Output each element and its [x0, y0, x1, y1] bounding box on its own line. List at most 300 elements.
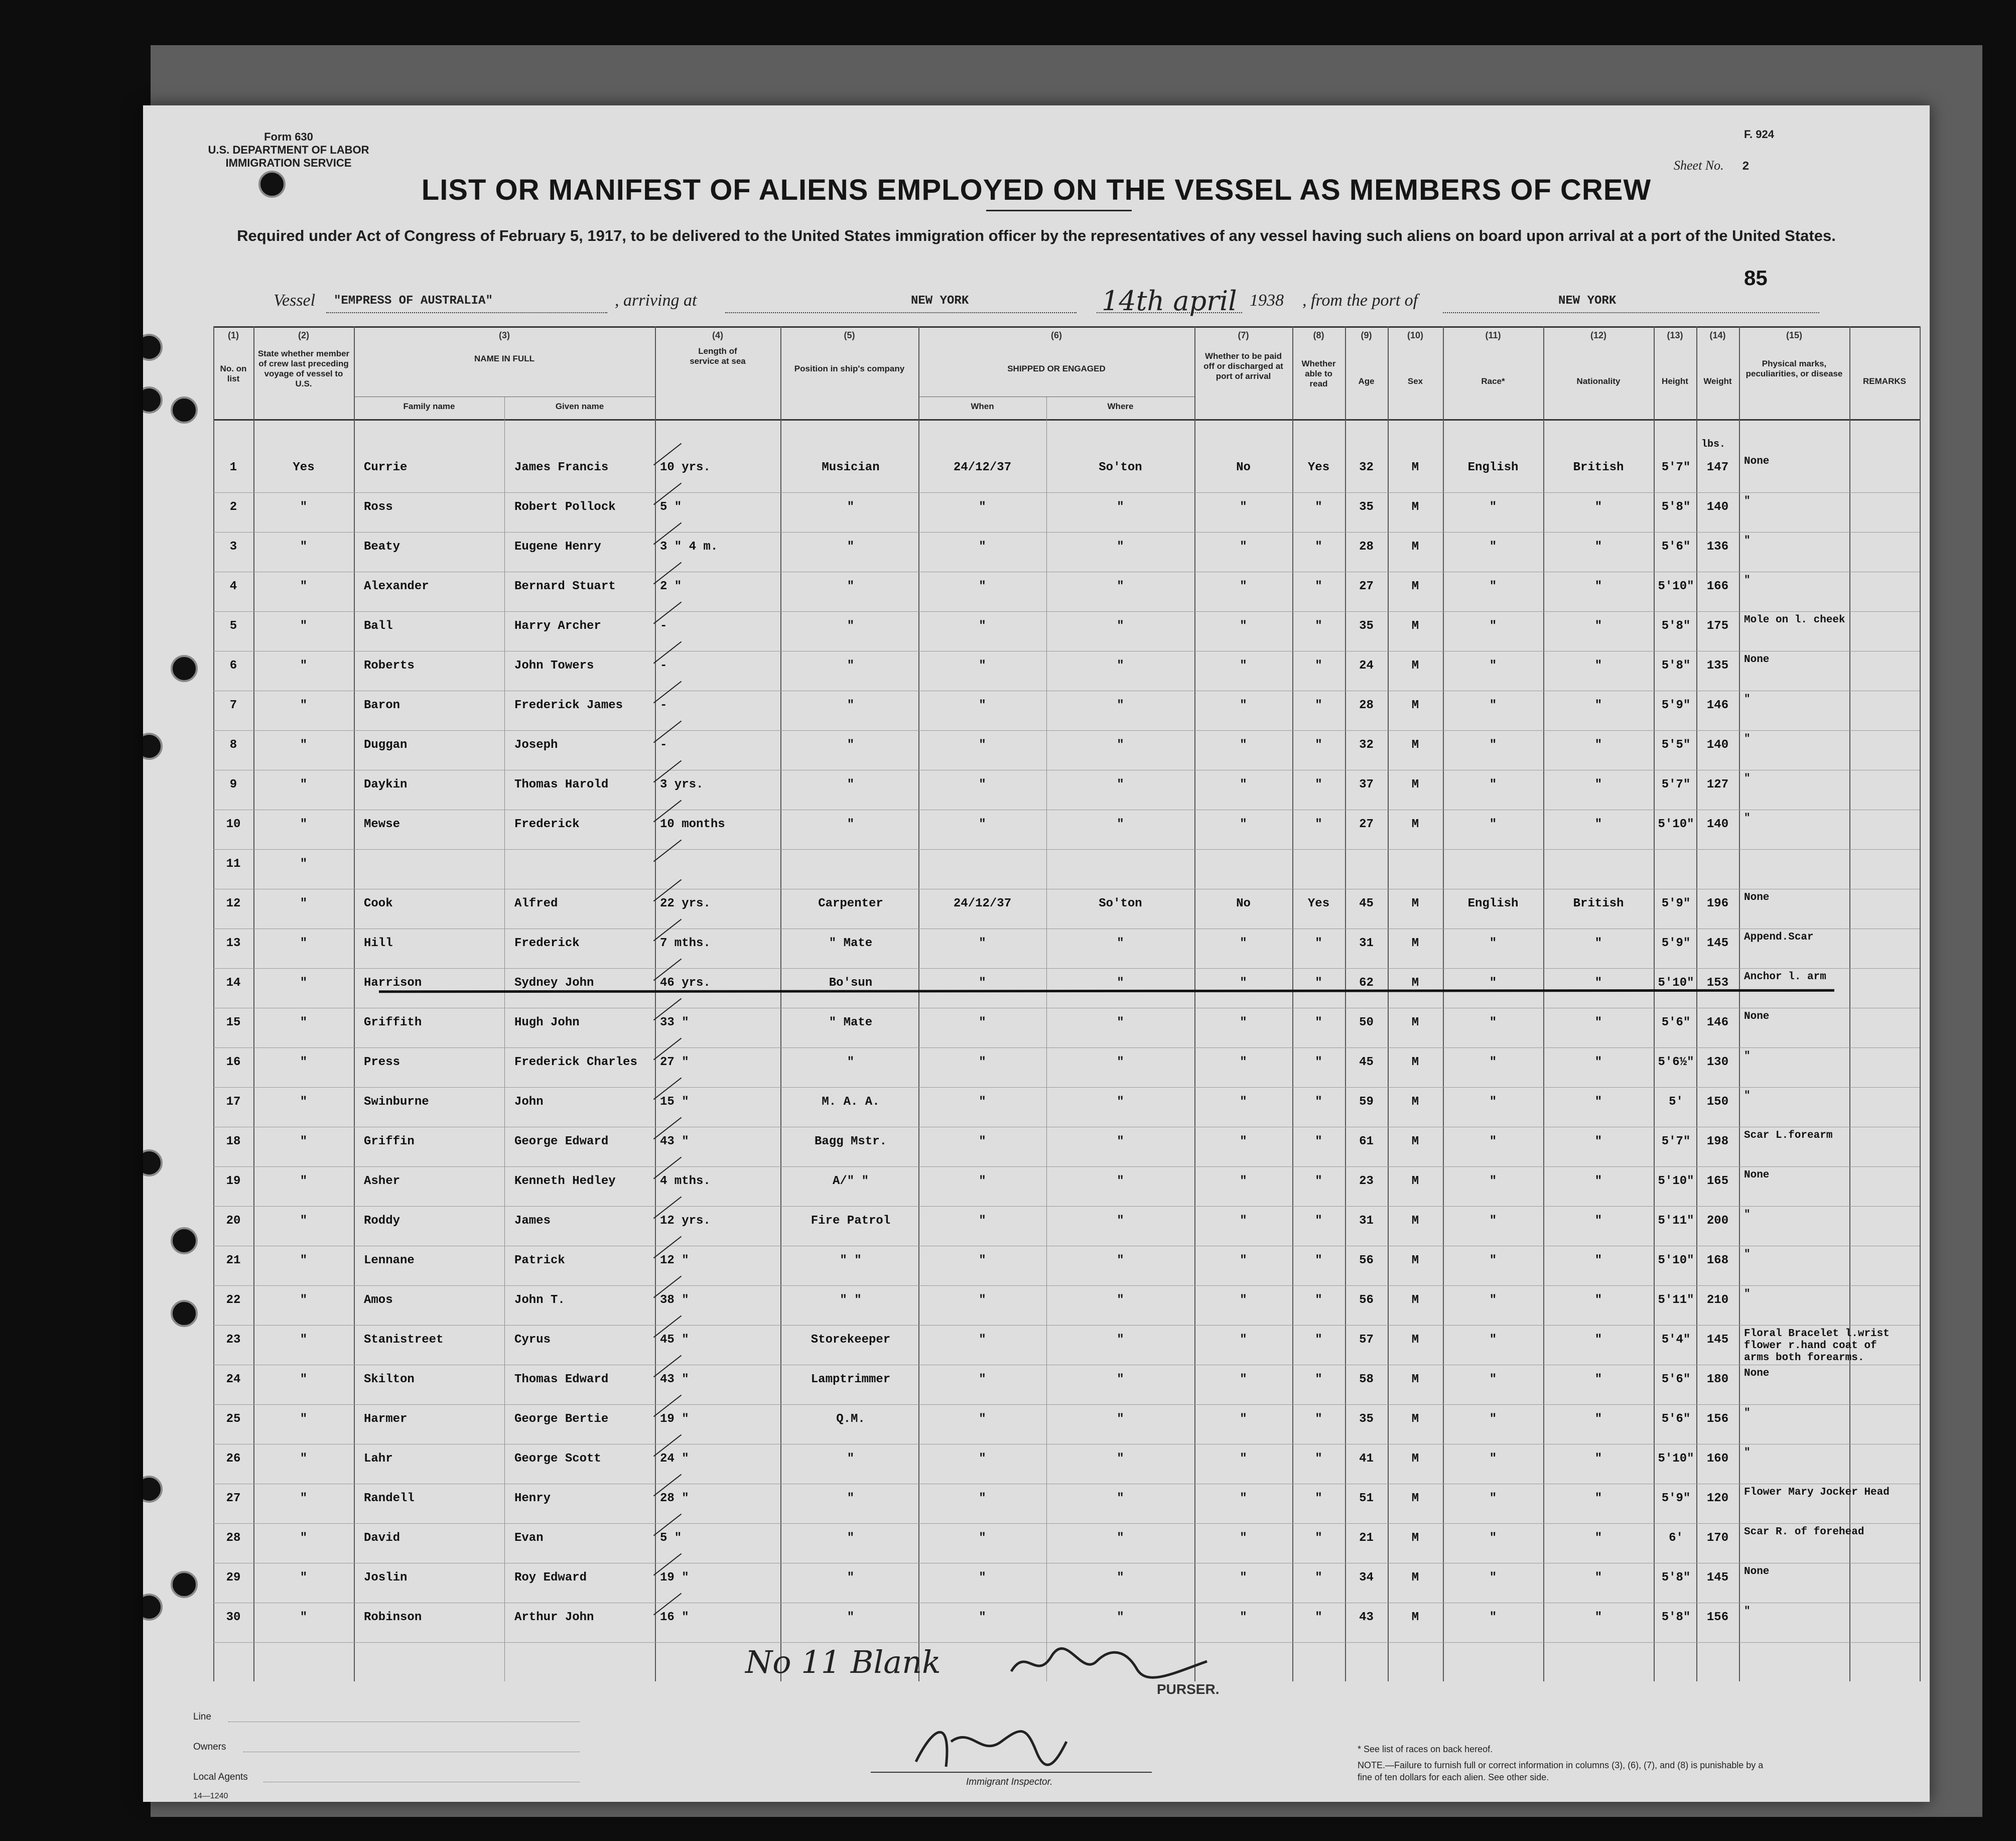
- cell-race: ": [1489, 580, 1497, 593]
- cell-family-name: Asher: [364, 1174, 400, 1188]
- cell-weight: 156: [1706, 1412, 1729, 1426]
- cell-given-name: Alfred: [514, 897, 558, 910]
- cell-sex: M: [1411, 1254, 1419, 1267]
- cell-weight: 146: [1706, 699, 1729, 712]
- cell-position: Musician: [822, 461, 880, 474]
- cell-when: ": [979, 1452, 986, 1466]
- cell-height: 5'6½": [1658, 1056, 1694, 1069]
- cell-marks: ": [1744, 1090, 1751, 1102]
- cell-no: 29: [226, 1571, 241, 1585]
- line-label: Line: [193, 1712, 211, 1722]
- cell-no: 4: [229, 580, 237, 593]
- cell-nationality: ": [1594, 1135, 1602, 1148]
- cell-service: 38 ": [660, 1293, 689, 1307]
- cell-paid-off: ": [1240, 699, 1247, 712]
- table-row: [213, 615, 1920, 655]
- cell-nationality: ": [1594, 1056, 1602, 1069]
- cell-sex: M: [1411, 976, 1419, 990]
- table-row: [213, 1170, 1920, 1210]
- cell-no: 12: [226, 897, 241, 910]
- col-header-name: NAME IN FULL: [474, 354, 534, 363]
- cell-when: ": [979, 1333, 986, 1347]
- cell-position: Fire Patrol: [811, 1214, 891, 1228]
- cell-when: ": [979, 1412, 986, 1426]
- cell-given-name: Frederick: [514, 937, 580, 950]
- cell-position: Carpenter: [818, 897, 883, 910]
- cell-given-name: Henry: [514, 1492, 551, 1505]
- cell-prev-voyage: ": [300, 1016, 308, 1029]
- cell-where: ": [1117, 937, 1124, 950]
- col-header-given-name: Given name: [555, 402, 604, 411]
- cell-read: ": [1315, 778, 1322, 792]
- table-row: [213, 933, 1920, 972]
- cell-given-name: John T.: [514, 1293, 565, 1307]
- binder-hole: [143, 733, 163, 760]
- cell-where: ": [1117, 619, 1124, 633]
- cell-weight: 145: [1706, 1571, 1729, 1585]
- cell-paid-off: ": [1240, 1095, 1247, 1109]
- cell-paid-off: ": [1240, 500, 1247, 514]
- cell-sex: M: [1411, 1174, 1419, 1188]
- cell-prev-voyage: ": [300, 580, 308, 593]
- cell-service: 5 ": [660, 500, 682, 514]
- cell-race: ": [1489, 1373, 1497, 1386]
- cell-sex: M: [1411, 1016, 1419, 1029]
- cell-no: 16: [226, 1056, 241, 1069]
- cell-height: 5'9": [1661, 1492, 1691, 1505]
- cell-paid-off: ": [1240, 1174, 1247, 1188]
- weight-unit: lbs.: [1701, 439, 1726, 450]
- cell-family-name: Roddy: [364, 1214, 400, 1228]
- cell-age: 34: [1359, 1571, 1374, 1585]
- from-port: NEW YORK: [1558, 294, 1617, 308]
- cell-marks: ": [1744, 535, 1751, 547]
- cell-age: 59: [1359, 1095, 1374, 1109]
- cell-when: ": [979, 1571, 986, 1585]
- cell-paid-off: ": [1240, 1333, 1247, 1347]
- col-number-7: (7): [1238, 330, 1249, 340]
- cell-read: ": [1315, 1254, 1322, 1267]
- cell-service: 16 ": [660, 1611, 689, 1624]
- cell-height: 5'8": [1661, 659, 1691, 673]
- binder-hole: [171, 1571, 198, 1598]
- cell-when: ": [979, 778, 986, 792]
- cell-weight: 127: [1706, 778, 1729, 792]
- row-rule: [213, 1047, 1920, 1048]
- cell-service: -: [660, 659, 667, 673]
- cell-sex: M: [1411, 699, 1419, 712]
- cell-prev-voyage: ": [300, 1214, 308, 1228]
- cell-marks: ": [1744, 1447, 1751, 1459]
- cell-sex: M: [1411, 580, 1419, 593]
- cell-race: ": [1489, 500, 1497, 514]
- table-row: [213, 1289, 1920, 1329]
- cell-when: ": [979, 976, 986, 990]
- cell-no: 30: [226, 1611, 241, 1624]
- cell-race: ": [1489, 1016, 1497, 1029]
- cell-prev-voyage: ": [300, 1531, 308, 1545]
- row-rule: [213, 532, 1920, 533]
- cell-prev-voyage: ": [300, 1611, 308, 1624]
- cell-no: 24: [226, 1373, 241, 1386]
- cell-given-name: Thomas Harold: [514, 778, 609, 792]
- cell-service: 45 ": [660, 1333, 689, 1347]
- cell-height: 5'7": [1661, 1135, 1691, 1148]
- cell-paid-off: ": [1240, 1293, 1247, 1307]
- cell-service: 19 ": [660, 1571, 689, 1585]
- binder-hole: [143, 334, 163, 361]
- cell-prev-voyage: ": [300, 659, 308, 673]
- cell-where: ": [1117, 818, 1124, 831]
- cell-position: ": [847, 738, 855, 752]
- cell-given-name: George Bertie: [514, 1412, 609, 1426]
- cell-race: ": [1489, 619, 1497, 633]
- table-row: [213, 576, 1920, 615]
- cell-position: ": [847, 500, 855, 514]
- cell-where: ": [1117, 1056, 1124, 1069]
- col-header-shipped: SHIPPED OR ENGAGED: [1007, 364, 1106, 373]
- cell-race: ": [1489, 699, 1497, 712]
- cell-family-name: David: [364, 1531, 400, 1545]
- cell-family-name: Amos: [364, 1293, 393, 1307]
- cell-sex: M: [1411, 540, 1419, 554]
- purser-signature: [1006, 1641, 1217, 1686]
- cell-where: ": [1117, 1531, 1124, 1545]
- col-header-sex: Sex: [1407, 376, 1423, 386]
- cell-no: 17: [226, 1095, 241, 1109]
- cell-where: ": [1117, 1293, 1124, 1307]
- cell-nationality: ": [1594, 1333, 1602, 1347]
- cell-race: ": [1489, 738, 1497, 752]
- col-number-6: (6): [1051, 330, 1062, 340]
- col-header-when: When: [971, 402, 994, 411]
- col-number-8: (8): [1313, 330, 1324, 340]
- cell-read: ": [1315, 1452, 1322, 1466]
- cell-weight: 120: [1706, 1492, 1729, 1505]
- cell-service: 5 ": [660, 1531, 682, 1545]
- cell-read: ": [1315, 619, 1322, 633]
- cell-nationality: British: [1573, 897, 1624, 910]
- cell-race: ": [1489, 1293, 1497, 1307]
- cell-family-name: Griffith: [364, 1016, 422, 1029]
- cell-race: ": [1489, 1254, 1497, 1267]
- cell-when: ": [979, 500, 986, 514]
- table-row: [213, 496, 1920, 536]
- cell-height: 5'9": [1661, 937, 1691, 950]
- cell-weight: 166: [1706, 580, 1729, 593]
- cell-weight: 145: [1706, 937, 1729, 950]
- cell-read: ": [1315, 818, 1322, 831]
- cell-family-name: Randell: [364, 1492, 415, 1505]
- inspector-label: Immigrant Inspector.: [966, 1777, 1053, 1787]
- arrival-date: 14th april: [1102, 285, 1237, 317]
- cell-where: ": [1117, 540, 1124, 554]
- vessel-name: "EMPRESS OF AUSTRALIA": [334, 294, 493, 308]
- cell-read: ": [1315, 1174, 1322, 1188]
- cell-service: 19 ": [660, 1412, 689, 1426]
- cell-where: ": [1117, 500, 1124, 514]
- cell-race: ": [1489, 1214, 1497, 1228]
- sheet-label: [1674, 158, 1750, 174]
- cell-given-name: James Francis: [514, 461, 609, 474]
- cell-where: ": [1117, 1095, 1124, 1109]
- cell-age: 56: [1359, 1254, 1374, 1267]
- cell-prev-voyage: ": [300, 1254, 308, 1267]
- cell-sex: M: [1411, 1095, 1419, 1109]
- cell-given-name: John Towers: [514, 659, 594, 673]
- cell-height: 6': [1669, 1531, 1683, 1545]
- cell-read: ": [1315, 580, 1322, 593]
- cell-race: ": [1489, 1412, 1497, 1426]
- cell-service: 3 yrs.: [660, 778, 704, 792]
- cell-marks: None: [1744, 456, 1770, 467]
- cell-position: " ": [840, 1254, 862, 1267]
- cell-read: ": [1315, 738, 1322, 752]
- cell-paid-off: ": [1240, 1373, 1247, 1386]
- header-bottom-border: [213, 419, 1920, 421]
- cell-when: ": [979, 540, 986, 554]
- cell-age: 45: [1359, 1056, 1374, 1069]
- binder-hole: [171, 655, 198, 682]
- cell-age: 61: [1359, 1135, 1374, 1148]
- col-number-9: (9): [1361, 330, 1372, 340]
- binder-hole: [143, 1476, 163, 1503]
- sheet-label-text: Sheet No.: [1674, 158, 1724, 173]
- cell-family-name: Ross: [364, 500, 393, 514]
- cell-nationality: ": [1594, 1571, 1602, 1585]
- cell-paid-off: ": [1240, 778, 1247, 792]
- table-row: [213, 1607, 1920, 1646]
- cell-race: ": [1489, 937, 1497, 950]
- cell-nationality: ": [1594, 1095, 1602, 1109]
- title-underline: [986, 210, 1132, 211]
- row-rule: [213, 1087, 1920, 1088]
- cell-when: ": [979, 1373, 986, 1386]
- cell-weight: 145: [1706, 1333, 1729, 1347]
- col-header-where: Where: [1107, 402, 1134, 411]
- cell-paid-off: ": [1240, 659, 1247, 673]
- cell-paid-off: ": [1240, 1135, 1247, 1148]
- vessel-underline: [326, 312, 607, 313]
- cell-age: 28: [1359, 699, 1374, 712]
- cell-weight: 150: [1706, 1095, 1729, 1109]
- binder-hole: [143, 386, 163, 414]
- cell-weight: 140: [1706, 818, 1729, 831]
- cell-sex: M: [1411, 659, 1419, 673]
- cell-no: 22: [226, 1293, 241, 1307]
- cell-family-name: Beaty: [364, 540, 400, 554]
- cell-marks: Floral Bracelet l.wrist flower r.hand coat of arms both forearms.: [1744, 1328, 1890, 1364]
- purser-label: PURSER.: [1157, 1681, 1220, 1697]
- cell-race: ": [1489, 778, 1497, 792]
- cell-age: 35: [1359, 1412, 1374, 1426]
- cell-marks: ": [1744, 694, 1751, 705]
- cell-height: 5'11": [1658, 1214, 1694, 1228]
- table-row: [213, 1369, 1920, 1408]
- cell-sex: M: [1411, 1492, 1419, 1505]
- cell-service: 2 ": [660, 580, 682, 593]
- cell-marks: ": [1744, 773, 1751, 784]
- cell-when: 24/12/37: [953, 461, 1012, 474]
- cell-when: ": [979, 1016, 986, 1029]
- table-row: [213, 1408, 1920, 1448]
- row-rule: [213, 1206, 1920, 1207]
- cell-sex: M: [1411, 1571, 1419, 1585]
- cell-weight: 135: [1706, 659, 1729, 673]
- cell-read: ": [1315, 1611, 1322, 1624]
- cell-given-name: Roy Edward: [514, 1571, 587, 1585]
- cell-height: 5'8": [1661, 619, 1691, 633]
- table-row: [213, 1567, 1920, 1607]
- table-row: [213, 655, 1920, 695]
- cell-marks: Flower Mary Jocker Head: [1744, 1487, 1890, 1498]
- col-header-nationality: Nationality: [1576, 376, 1621, 386]
- cell-when: ": [979, 1254, 986, 1267]
- cell-nationality: ": [1594, 1611, 1602, 1624]
- cell-read: ": [1315, 1333, 1322, 1347]
- manifest-page: [143, 105, 1930, 1802]
- cell-marks: None: [1744, 1011, 1770, 1022]
- cell-marks: Append.Scar: [1744, 932, 1814, 943]
- cell-position: ": [847, 1492, 855, 1505]
- cell-weight: 165: [1706, 1174, 1729, 1188]
- cell-nationality: ": [1594, 818, 1602, 831]
- cell-nationality: ": [1594, 619, 1602, 633]
- cell-service: -: [660, 619, 667, 633]
- cell-age: 57: [1359, 1333, 1374, 1347]
- cell-nationality: ": [1594, 1016, 1602, 1029]
- cell-weight: 175: [1706, 619, 1729, 633]
- cell-nationality: ": [1594, 738, 1602, 752]
- cell-where: ": [1117, 1135, 1124, 1148]
- cell-position: ": [847, 699, 855, 712]
- cell-family-name: Harrison: [364, 976, 422, 990]
- col-number-15: (15): [1786, 330, 1802, 340]
- from-label: , from the port of: [1302, 291, 1418, 310]
- cell-when: ": [979, 1531, 986, 1545]
- cell-position: ": [847, 619, 855, 633]
- cell-sex: M: [1411, 1373, 1419, 1386]
- binder-hole: [171, 397, 198, 424]
- cell-age: 31: [1359, 1214, 1374, 1228]
- cell-height: 5'4": [1661, 1333, 1691, 1347]
- cell-prev-voyage: ": [300, 540, 308, 554]
- cell-sex: M: [1411, 1412, 1419, 1426]
- cell-given-name: Cyrus: [514, 1333, 551, 1347]
- cell-sex: M: [1411, 937, 1419, 950]
- cell-no: 9: [229, 778, 237, 792]
- cell-given-name: Patrick: [514, 1254, 565, 1267]
- cell-where: ": [1117, 699, 1124, 712]
- cell-paid-off: ": [1240, 580, 1247, 593]
- form-code: 14—1240: [193, 1792, 228, 1800]
- binder-hole: [143, 1149, 163, 1176]
- cell-paid-off: ": [1240, 1016, 1247, 1029]
- cell-height: 5'6": [1661, 1373, 1691, 1386]
- table-top-border: [213, 326, 1920, 328]
- cell-read: ": [1315, 1214, 1322, 1228]
- cell-given-name: Arthur John: [514, 1611, 594, 1624]
- cell-service: 10 yrs.: [660, 461, 711, 474]
- cell-service: 24 ": [660, 1452, 689, 1466]
- cell-read: Yes: [1307, 461, 1330, 474]
- cell-family-name: Mewse: [364, 818, 400, 831]
- cell-given-name: Evan: [514, 1531, 544, 1545]
- cell-sex: M: [1411, 1333, 1419, 1347]
- cell-nationality: ": [1594, 1254, 1602, 1267]
- table-row: [213, 1210, 1920, 1250]
- cell-prev-voyage: ": [300, 778, 308, 792]
- cell-sex: M: [1411, 1452, 1419, 1466]
- cell-position: ": [847, 818, 855, 831]
- cell-prev-voyage: ": [300, 1412, 308, 1426]
- cell-marks: None: [1744, 1368, 1770, 1379]
- cell-age: 43: [1359, 1611, 1374, 1624]
- cell-family-name: Alexander: [364, 580, 429, 593]
- cell-age: 41: [1359, 1452, 1374, 1466]
- cell-sex: M: [1411, 500, 1419, 514]
- cell-where: ": [1117, 778, 1124, 792]
- col-header-height: Height: [1662, 376, 1688, 386]
- arriving-port: NEW YORK: [911, 294, 969, 308]
- cell-nationality: ": [1594, 1531, 1602, 1545]
- cell-sex: M: [1411, 778, 1419, 792]
- cell-family-name: Swinburne: [364, 1095, 429, 1109]
- cell-read: ": [1315, 699, 1322, 712]
- cell-paid-off: ": [1240, 1056, 1247, 1069]
- cell-read: Yes: [1307, 897, 1330, 910]
- cell-when: ": [979, 619, 986, 633]
- cell-height: 5'6": [1661, 1412, 1691, 1426]
- cell-prev-voyage: ": [300, 1174, 308, 1188]
- cell-where: So'ton: [1099, 897, 1142, 910]
- cell-no: 14: [226, 976, 241, 990]
- cell-service: -: [660, 699, 667, 712]
- arriving-label: , arriving at: [615, 291, 697, 310]
- cell-position: " Mate: [829, 937, 873, 950]
- cell-read: ": [1315, 976, 1322, 990]
- cell-age: 35: [1359, 619, 1374, 633]
- department-name: U.S. DEPARTMENT OF LABOR: [208, 144, 369, 156]
- row-rule: [213, 1523, 1920, 1524]
- row-rule: [213, 611, 1920, 612]
- cell-prev-voyage: ": [300, 1095, 308, 1109]
- table-row: [213, 853, 1920, 893]
- cell-nationality: ": [1594, 1452, 1602, 1466]
- cell-when: ": [979, 580, 986, 593]
- cell-marks: Anchor l. arm: [1744, 971, 1826, 983]
- table-row: [213, 1051, 1920, 1091]
- cell-paid-off: ": [1240, 1492, 1247, 1505]
- cell-where: ": [1117, 1174, 1124, 1188]
- voyage-line: [274, 285, 1819, 317]
- row-rule: [213, 730, 1920, 731]
- cell-position: ": [847, 778, 855, 792]
- cell-service: 28 ": [660, 1492, 689, 1505]
- cell-age: 37: [1359, 778, 1374, 792]
- department-block: [198, 130, 379, 170]
- cell-age: 50: [1359, 1016, 1374, 1029]
- cell-when: ": [979, 1214, 986, 1228]
- cell-no: 19: [226, 1174, 241, 1188]
- col-number-13: (13): [1667, 330, 1683, 340]
- cell-given-name: Frederick James: [514, 699, 623, 712]
- cell-paid-off: ": [1240, 1452, 1247, 1466]
- cell-age: 35: [1359, 500, 1374, 514]
- cell-service: 46 yrs.: [660, 976, 711, 990]
- cell-sex: M: [1411, 1056, 1419, 1069]
- cell-paid-off: ": [1240, 1611, 1247, 1624]
